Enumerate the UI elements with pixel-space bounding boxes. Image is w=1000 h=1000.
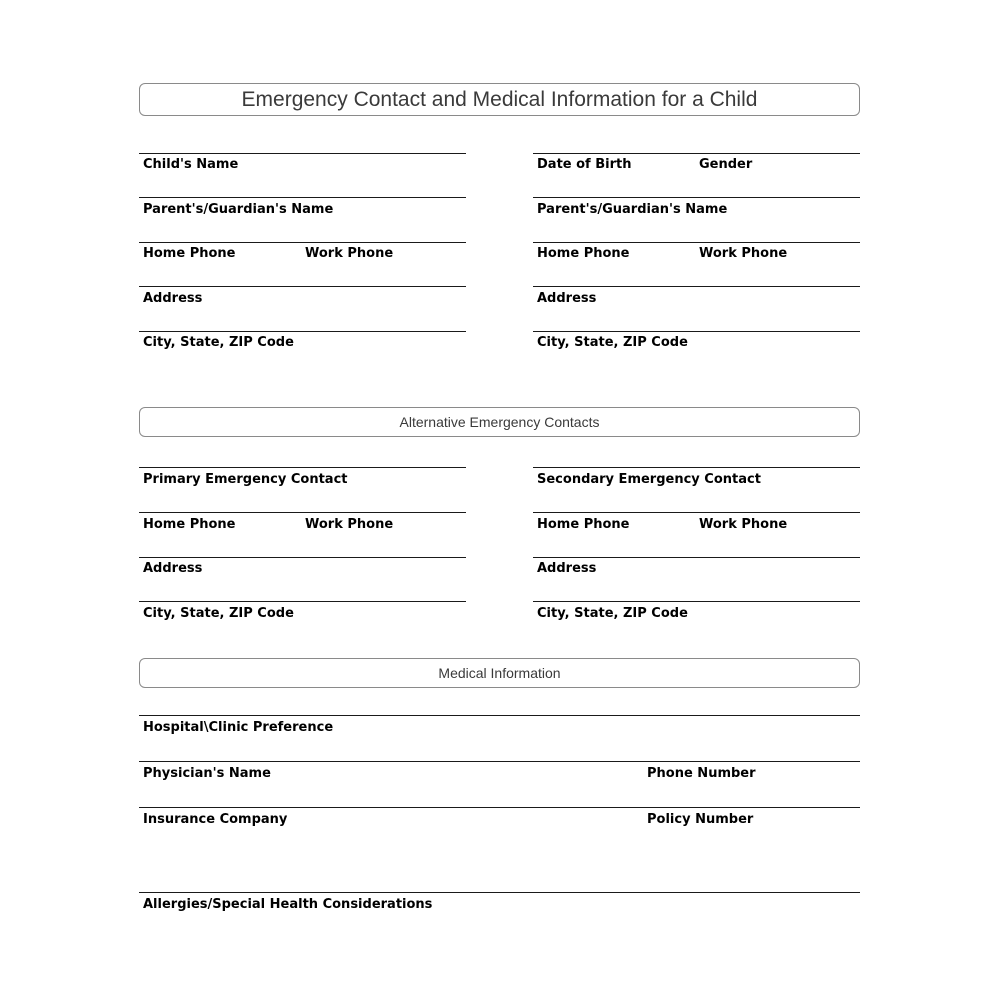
allergies-label: Allergies/Special Health Considerations (143, 897, 433, 912)
primary-contact-label: Primary Emergency Contact (143, 472, 348, 487)
phone-line-right[interactable] (533, 242, 860, 243)
home-phone-label-left: Home Phone (143, 246, 236, 261)
secondary-phone-line[interactable] (533, 512, 860, 513)
city-line-left[interactable] (139, 331, 466, 332)
insurance-label: Insurance Company (143, 812, 288, 827)
primary-address-line[interactable] (139, 557, 466, 558)
guardian-name-label-right: Parent's/Guardian's Name (537, 202, 728, 217)
secondary-contact-label: Secondary Emergency Contact (537, 472, 761, 487)
primary-phone-line[interactable] (139, 512, 466, 513)
physician-line[interactable] (139, 761, 860, 762)
address-label-right: Address (537, 291, 597, 306)
address-line-left[interactable] (139, 286, 466, 287)
secondary-city-label: City, State, ZIP Code (537, 606, 688, 621)
guardian-name-line-right[interactable] (533, 197, 860, 198)
phone-number-label: Phone Number (647, 766, 756, 781)
work-phone-label-right: Work Phone (699, 246, 788, 261)
address-line-right[interactable] (533, 286, 860, 287)
gender-label: Gender (699, 157, 753, 172)
work-phone-label-left: Work Phone (305, 246, 394, 261)
city-label-left: City, State, ZIP Code (143, 335, 294, 350)
secondary-home-phone-label: Home Phone (537, 517, 630, 532)
dob-gender-line[interactable] (533, 153, 860, 154)
medical-information-heading: Medical Information (139, 658, 860, 688)
primary-home-phone-label: Home Phone (143, 517, 236, 532)
alternative-contacts-heading: Alternative Emergency Contacts (139, 407, 860, 437)
childs-name-line[interactable] (139, 153, 466, 154)
primary-address-label: Address (143, 561, 203, 576)
hospital-line[interactable] (139, 715, 860, 716)
hospital-label: Hospital\Clinic Preference (143, 720, 334, 735)
primary-work-phone-label: Work Phone (305, 517, 394, 532)
guardian-name-line-left[interactable] (139, 197, 466, 198)
guardian-name-label-left: Parent's/Guardian's Name (143, 202, 334, 217)
phone-line-left[interactable] (139, 242, 466, 243)
physician-label: Physician's Name (143, 766, 271, 781)
insurance-line[interactable] (139, 807, 860, 808)
address-label-left: Address (143, 291, 203, 306)
home-phone-label-right: Home Phone (537, 246, 630, 261)
childs-name-label: Child's Name (143, 157, 239, 172)
city-label-right: City, State, ZIP Code (537, 335, 688, 350)
secondary-address-line[interactable] (533, 557, 860, 558)
policy-number-label: Policy Number (647, 812, 754, 827)
allergies-line[interactable] (139, 892, 860, 893)
primary-city-line[interactable] (139, 601, 466, 602)
date-of-birth-label: Date of Birth (537, 157, 632, 172)
primary-contact-line[interactable] (139, 467, 466, 468)
secondary-city-line[interactable] (533, 601, 860, 602)
secondary-contact-line[interactable] (533, 467, 860, 468)
form-title: Emergency Contact and Medical Information for a Child (139, 83, 860, 116)
secondary-work-phone-label: Work Phone (699, 517, 788, 532)
primary-city-label: City, State, ZIP Code (143, 606, 294, 621)
city-line-right[interactable] (533, 331, 860, 332)
secondary-address-label: Address (537, 561, 597, 576)
